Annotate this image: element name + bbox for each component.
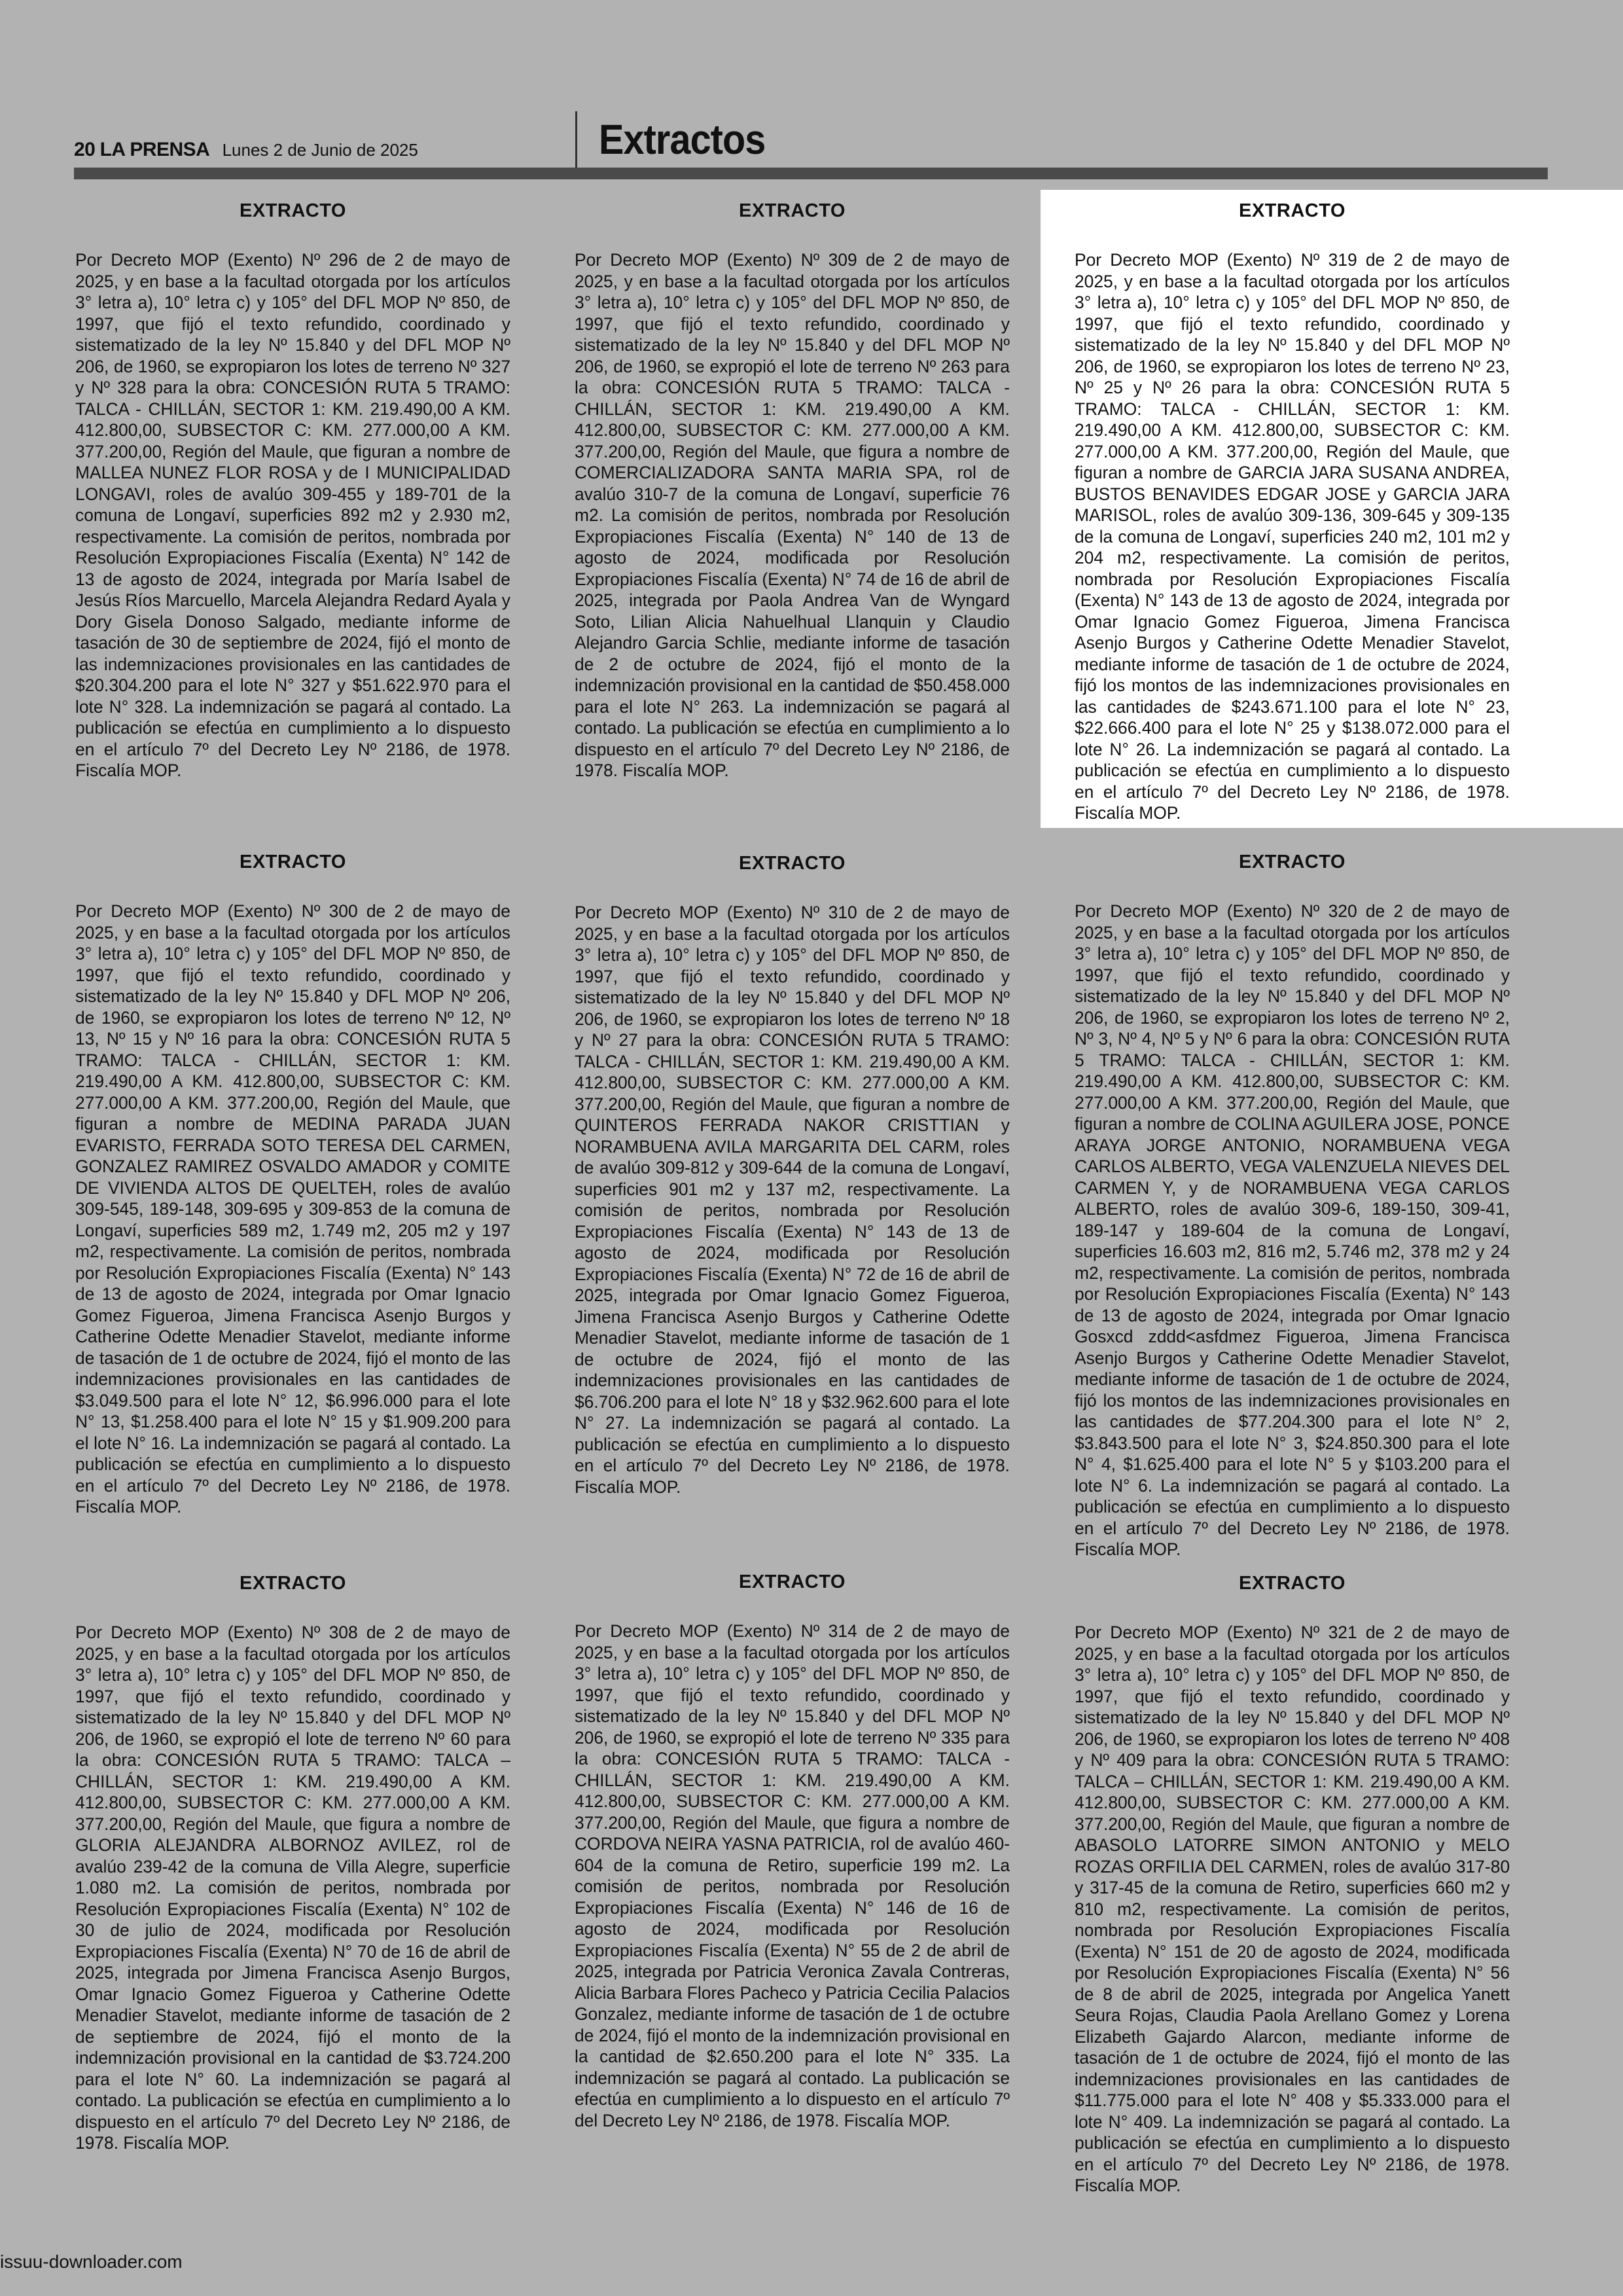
extract-text: Por Decreto MOP (Exento) Nº 296 de 2 de mayo de 2025, y en base a la facultad otorgada por los artículos 3° letra a), 10° letra c) y 105° del DFL MOP Nº 850, de 1997, que fijó el texto refundido, coordinado y sistematizado de la ley Nº 15.840 y del DFL MOP Nº 206, de 1960, se expropiaron los lotes de terreno Nº 327 y Nº 328 para la obra: CONCESIÓN RUTA 5 TRAMO: TALCA - CHILLÁN, SECTOR 1: KM. 219.490,00 A KM. 412.800,00, SUBSECTOR C: KM. 277.000,00 A KM. 377.200,00, Región del Maule, que figuran a nombre de MALLEA NUNEZ FLOR ROSA y de I MUNICIPALIDAD LONGAVI, roles de avalúo 309-455 y 189-701 de la comuna de Longaví, superficies 892 m2 y 2.930 m2, respectivamente. La comisión de peritos, nombrada por Resolución Expropiaciones Fiscalía (Exenta) N° 142 de 13 de agosto de 2024, integrada por María Isabel de Jesús Ríos Marcuello, Marcela Alejandra Redard Ayala y Dory Gisela Donoso Salgado, mediante informe de tasación de 30 de septiembre de 2024, fijó el monto de las indemnizaciones provisionales en las cantidades de $20.304.200 para el lote N° 327 y $51.622.970 para el lote N° 328. La indemnización se pagará al contado. La publicación se efectúa en cumplimiento a lo dispuesto en el artículo 7º del Decreto Ley Nº 2186, de 1978. Fiscalía MOP. [75,250,510,780]
extract-title: EXTRACTO [739,1571,846,1592]
extract-title: EXTRACTO [240,200,346,221]
extract-col-1-row-1 [75,200,510,781]
extract-col-2-row-3 [575,1571,1010,2131]
extract-title: EXTRACTO [1239,1573,1346,1594]
extract-text: Por Decreto MOP (Exento) Nº 314 de 2 de mayo de 2025, y en base a la facultad otorgada por los artículos 3° letra a), 10° letra c) y 105° del DFL MOP Nº 850, de 1997, que fijó el texto refundido, coordinado y sistematizado de la ley Nº 15.840 y del DFL MOP Nº 206, de 1960, se expropió el lote de terreno Nº 335 para la obra: CONCESIÓN RUTA 5 TRAMO: TALCA - CHILLÁN, SECTOR 1: KM. 219.490,00 A KM. 412.800,00, SUBSECTOR C: KM. 277.000,00 A KM. 377.200,00, Región del Maule, que figura a nombre de CORDOVA NEIRA YASNA PATRICIA, rol de avalúo 460-604 de la comuna de Retiro, superficie 199 m2. La comisión de peritos, nombrada por Resolución Expropiaciones Fiscalía (Exenta) N° 146 de 16 de agosto de 2024, modificada por Resolución Expropiaciones Fiscalía (Exenta) N° 55 de 2 de abril de 2025, integrada por Patricia Veronica Zavala Contreras, Alicia Barbara Flores Pacheco y Patricia Cecilia Palacios Gonzalez, mediante informe de tasación de 1 de octubre de 2024, fijó el monto de la indemnización provisional en la cantidad de $2.650.200 para el lote N° 335. La indemnización se pagará al contado. La publicación se efectúa en cumplimiento a lo dispuesto en el artículo 7º del Decreto Ley Nº 2186, de 1978. Fiscalía MOP. [575,1621,1010,2130]
extract-col-2-row-1 [575,200,1010,781]
extract-text: Por Decreto MOP (Exento) Nº 321 de 2 de mayo de 2025, y en base a la facultad otorgada por los artículos 3° letra a), 10° letra c) y 105° del DFL MOP Nº 850, de 1997, que fijó el texto refundido, coordinado y sistematizado de la ley Nº 15.840 y del DFL MOP Nº 206, de 1960, se expropiaron los lotes de terreno Nº 408 y Nº 409 para la obra: CONCESIÓN RUTA 5 TRAMO: TALCA – CHILLÁN, SECTOR 1: KM. 219.490,00 A KM. 412.800,00, SUBSECTOR C: KM. 277.000,00 A KM. 377.200,00, Región del Maule, que figuran a nombre de ABASOLO LATORRE SIMON ANTONIO y MELO ROZAS ORFILIA DEL CARMEN, roles de avalúo 317-80 y 317-45 de la comuna de Retiro, superficies 660 m2 y 810 m2, respectivamente. La comisión de peritos, nombrada por Resolución Expropiaciones Fiscalía (Exenta) N° 151 de 20 de agosto de 2024, modificada por Resolución Expropiaciones Fiscalía (Exenta) N° 56 de 8 de abril de 2025, integrada por Angelica Yanett Seura Rojas, Claudia Paola Arellano Gomez y Lorena Elizabeth Gajardo Alarcon, mediante informe de tasación de 1 de octubre de 2024, fijó el monto de las indemnizaciones provisionales en las cantidades de $11.775.000 para el lote N° 408 y $5.333.000 para el lote N° 409. La indemnización se pagará al contado. La publicación se efectúa en cumplimiento a lo dispuesto en el artículo 7º del Decreto Ley Nº 2186, de 1978. Fiscalía MOP. [1075,1623,1510,2195]
extract-text: Por Decreto MOP (Exento) Nº 320 de 2 de mayo de 2025, y en base a la facultad otorgada por los artículos 3° letra a), 10° letra c) y 105° del DFL MOP Nº 850, de 1997, que fijó el texto refundido, coordinado y sistematizado de la ley Nº 15.840 y del DFL MOP Nº 206, de 1960, se expropiaron los lotes de terreno Nº 2, Nº 3, Nº 4, Nº 5 y Nº 6 para la obra: CONCESIÓN RUTA 5 TRAMO: TALCA - CHILLÁN, SECTOR 1: KM. 219.490,00 A KM. 412.800,00, SUBSECTOR C: KM. 277.000,00 A KM. 377.200,00, Región del Maule, que figuran a nombre de COLINA AGUILERA JOSE, PONCE ARAYA JORGE ANTONIO, NORAMBUENA VEGA CARLOS ALBERTO, VEGA VALENZUELA NIEVES DEL CARMEN Y, y de NORAMBUENA VEGA CARLOS ALBERTO, roles de avalúo 309-6, 189-150, 309-41, 189-147 y 189-604 de la comuna de Longaví, superficies 16.603 m2, 816 m2, 5.746 m2, 378 m2 y 24 m2, respectivamente. La comisión de peritos, nombrada por Resolución Expropiaciones Fiscalía (Exenta) N° 143 de 13 de agosto de 2024, integrada por Omar Ignacio Gosxcd zddd<asfdmez Figueroa, Jimena Francisca Asenjo Burgos y Catherine Odette Menadier Stavelot, mediante informe de tasación de 1 de octubre de 2024, fijó los montos de las indemnizaciones provisionales en las cantidades de $77.204.300 para el lote N° 2, $3.843.500 para el lote N° 3, $24.850.300 para el lote N° 4, $1.625.400 para el lote N° 5 y $103.200 para el lote N° 6. La indemnización se pagará al contado. La publicación se efectúa en cumplimiento a lo dispuesto en el artículo 7º del Decreto Ley Nº 2186, de 1978. Fiscalía MOP. [1075,901,1510,1559]
section-title: Extractos [599,116,766,163]
extract-col-3-row-1 [1075,200,1510,824]
extract-col-1-row-3 [75,1572,510,2154]
extract-title: EXTRACTO [1239,852,1346,872]
extract-col-3-row-2 [1075,851,1510,1560]
extract-title: EXTRACTO [240,1573,346,1594]
extract-col-2-row-2 [575,852,1010,1498]
extract-col-3-row-3 [1075,1572,1510,2197]
extract-text: Por Decreto MOP (Exento) Nº 319 de 2 de mayo de 2025, y en base a la facultad otorgada por los artículos 3° letra a), 10° letra c) y 105° del DFL MOP Nº 850, de 1997, que fijó el texto refundido, coordinado y sistematizado de la ley Nº 15.840 y del DFL MOP Nº 206, de 1960, se expropiaron los lotes de terreno Nº 23, Nº 25 y Nº 26 para la obra: CONCESIÓN RUTA 5 TRAMO: TALCA - CHILLÁN, SECTOR 1: KM. 219.490,00 A KM. 412.800,00, SUBSECTOR C: KM. 277.000,00 A KM. 377.200,00, Región del Maule, que figuran a nombre de GARCIA JARA SUSANA ANDREA, BUSTOS BENAVIDES EDGAR JOSE y GARCIA JARA MARISOL, roles de avalúo 309-136, 309-645 y 309-135 de la comuna de Longaví, superficies 240 m2, 101 m2 y 204 m2, respectivamente. La comisión de peritos, nombrada por Resolución Expropiaciones Fiscalía (Exenta) N° 143 de 13 de agosto de 2024, integrada por Omar Ignacio Gomez Figueroa, Jimena Francisca Asenjo Burgos y Catherine Odette Menadier Stavelot, mediante informe de tasación de 1 de octubre de 2024, fijó los montos de las indemnizaciones provisionales en las cantidades de $243.671.100 para el lote N° 23, $22.666.400 para el lote N° 25 y $138.072.000 para el lote N° 26. La indemnización se pagará al contado. La publicación se efectúa en cumplimiento a lo dispuesto en el artículo 7º del Decreto Ley Nº 2186, de 1978. Fiscalía MOP. [1075,250,1510,823]
issue-date: Lunes 2 de Junio de 2025 [222,140,418,160]
header-rule [74,168,1548,179]
extract-text: Por Decreto MOP (Exento) Nº 310 de 2 de mayo de 2025, y en base a la facultad otorgada por los artículos 3° letra a), 10° letra c) y 105° del DFL MOP Nº 850, de 1997, que fijó el texto refundido, coordinado y sistematizado de la ley Nº 15.840 y del DFL MOP Nº 206, de 1960, se expropiaron los lotes de terreno Nº 18 y Nº 27 para la obra: CONCESIÓN RUTA 5 TRAMO: TALCA - CHILLÁN, SECTOR 1: KM. 219.490,00 A KM. 412.800,00, SUBSECTOR C: KM. 277.000,00 A KM. 377.200,00, Región del Maule, que figuran a nombre de QUINTEROS FERRADA NAKOR CRISTTIAN y NORAMBUENA AVILA MARGARITA DEL CARM, roles de avalúo 309-812 y 309-644 de la comuna de Longaví, superficies 901 m2 y 137 m2, respectivamente. La comisión de peritos, nombrada por Resolución Expropiaciones Fiscalía (Exenta) N° 143 de 13 de agosto de 2024, modificada por Resolución Expropiaciones Fiscalía (Exenta) N° 72 de 16 de abril de 2025, integrada por Omar Ignacio Gomez Figueroa, Jimena Francisca Asenjo Burgos y Catherine Odette Menadier Stavelot, mediante informe de tasación de 1 de octubre de 2024, fijó el monto de las indemnizaciones provisionales en las cantidades de $6.706.200 para el lote N° 18 y $32.962.600 para el lote N° 27. La indemnización se pagará al contado. La publicación se efectúa en cumplimiento a lo dispuesto en el artículo 7º del Decreto Ley Nº 2186, de 1978. Fiscalía MOP. [575,903,1010,1497]
extract-title: EXTRACTO [739,853,846,874]
newspaper-name: LA PRENSA [99,139,210,160]
extract-title: EXTRACTO [739,200,846,221]
header-divider [575,111,577,173]
extract-title: EXTRACTO [1239,200,1346,221]
extract-text: Por Decreto MOP (Exento) Nº 300 de 2 de mayo de 2025, y en base a la facultad otorgada por los artículos 3° letra a), 10° letra c) y 105° del DFL MOP Nº 850, de 1997, que fijó el texto refundido, coordinado y sistematizado de la ley Nº 15.840 y DFL MOP Nº 206, de 1960, se expropiaron los lotes de terreno Nº 12, Nº 13, Nº 15 y Nº 16 para la obra: CONCESIÓN RUTA 5 TRAMO: TALCA - CHILLÁN, SECTOR 1: KM. 219.490,00 A KM. 412.800,00, SUBSECTOR C: KM. 277.000,00 A KM. 377.200,00, Región del Maule, que figuran a nombre de MEDINA PARADA JUAN EVARISTO, FERRADA SOTO TERESA DEL CARMEN, GONZALEZ RAMIREZ OSVALDO AMADOR y COMITE DE VIVIENDA ALTOS DE QUELTEH, roles de avalúo 309-545, 189-148, 309-695 y 309-853 de la comuna de Longaví, superficies 589 m2, 1.749 m2, 205 m2 y 197 m2, respectivamente. La comisión de peritos, nombrada por Resolución Expropiaciones Fiscalía (Exenta) N° 143 de 13 de agosto de 2024, integrada por Omar Ignacio Gomez Figueroa, Jimena Francisca Asenjo Burgos y Catherine Odette Menadier Stavelot, mediante informe de tasación de 1 de octubre de 2024, fijó el monto de las indemnizaciones provisionales en las cantidades de $3.049.500 para el lote N° 12, $6.996.000 para el lote N° 13, $1.258.400 para el lote N° 15 y $1.909.200 para el lote N° 16. La indemnización se pagará al contado. La publicación se efectúa en cumplimiento a lo dispuesto en el artículo 7º del Decreto Ley Nº 2186, de 1978. Fiscalía MOP. [75,901,510,1516]
extract-title: EXTRACTO [240,852,346,872]
page-number: 20 [74,139,96,160]
extract-col-1-row-2 [75,851,510,1518]
extract-text: Por Decreto MOP (Exento) Nº 308 de 2 de mayo de 2025, y en base a la facultad otorgada por los artículos 3° letra a), 10° letra c) y 105° del DFL MOP Nº 850, de 1997, que fijó el texto refundido, coordinado y sistematizado de la ley Nº 15.840 y del DFL MOP Nº 206, de 1960, se expropió el lote de terreno Nº 60 para la obra: CONCESIÓN RUTA 5 TRAMO: TALCA – CHILLÁN, SECTOR 1: KM. 219.490,00 A KM. 412.800,00, SUBSECTOR C: KM. 277.000,00 A KM. 377.200,00, Región del Maule, que figura a nombre de GLORIA ALEJANDRA ALBORNOZ AVILEZ, rol de avalúo 239-42 de la comuna de Villa Alegre, superficie 1.080 m2. La comisión de peritos, nombrada por Resolución Expropiaciones Fiscalía (Exenta) N° 102 de 30 de julio de 2024, modificada por Resolución Expropiaciones Fiscalía (Exenta) N° 70 de 16 de abril de 2025, integrada por Jimena Francisca Asenjo Burgos, Omar Ignacio Gomez Figueroa y Catherine Odette Menadier Stavelot, mediante informe de tasación de 2 de septiembre de 2024, fijó el monto de la indemnización provisional en la cantidad de $3.724.200 para el lote N° 60. La indemnización se pagará al contado. La publicación se efectúa en cumplimiento a lo dispuesto en el artículo 7º del Decreto Ley Nº 2186, de 1978. Fiscalía MOP. [75,1623,510,2153]
extract-text: Por Decreto MOP (Exento) Nº 309 de 2 de mayo de 2025, y en base a la facultad otorgada por los artículos 3° letra a), 10° letra c) y 105° del DFL MOP Nº 850, de 1997, que fijó el texto refundido, coordinado y sistematizado de la ley Nº 15.840 y del DFL MOP Nº 206, de 1960, se expropió el lote de terreno Nº 263 para la obra: CONCESIÓN RUTA 5 TRAMO: TALCA - CHILLÁN, SECTOR 1: KM. 219.490,00 A KM. 412.800,00, SUBSECTOR C: KM. 277.000,00 A KM. 377.200,00, Región del Maule, que figura a nombre de COMERCIALIZADORA SANTA MARIA SPA, rol de avalúo 310-7 de la comuna de Longaví, superficie 76 m2. La comisión de peritos, nombrada por Resolución Expropiaciones Fiscalía (Exenta) N° 140 de 13 de agosto de 2024, modificada por Resolución Expropiaciones Fiscalía (Exenta) N° 74 de 16 de abril de 2025, integrada por Paola Andrea Van de Wyngard Soto, Lilian Alicia Nahuelhual Llanquin y Claudio Alejandro Garcia Schlie, mediante informe de tasación de 2 de octubre de 2024, fijó el monto de la indemnización provisional en la cantidad de $50.458.000 para el lote N° 263. La indemnización se pagará al contado. La publicación se efectúa en cumplimiento a lo dispuesto en el artículo 7º del Decreto Ley Nº 2186, de 1978. Fiscalía MOP. [575,250,1010,780]
folio [74,139,418,161]
watermark-footer: issuu-downloader.com [0,2251,183,2272]
